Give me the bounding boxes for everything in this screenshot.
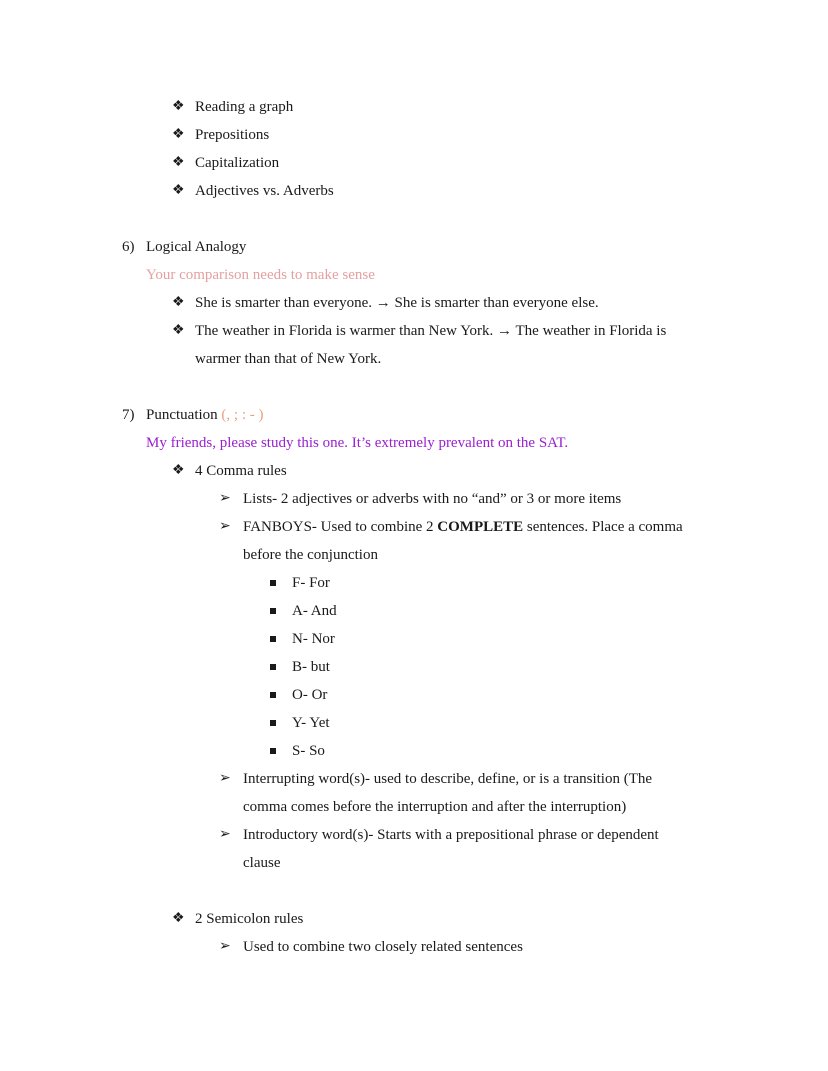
bullet-adjectives-adverbs: Adjectives vs. Adverbs xyxy=(195,183,334,199)
fanboys-item: F- For xyxy=(292,575,330,591)
section-6-example-2: The weather in Florida is warmer than New York. → The weather in Florida is xyxy=(195,323,667,339)
comma-rule-lists: Lists- 2 adjectives or adverbs with no “and” or 3 or more items xyxy=(243,491,622,507)
fanboys-bold: COMPLETE xyxy=(437,519,524,535)
diamond-bullet-icon: ❖ xyxy=(172,911,185,926)
square-bullet-icon xyxy=(270,720,276,726)
bullet-reading-graph: Reading a graph xyxy=(195,99,294,115)
arrow-bullet-icon: ➢ xyxy=(219,491,231,506)
fanboys-pre: FANBOYS- Used to combine 2 xyxy=(243,519,438,535)
section-7-number: 7) xyxy=(122,407,135,423)
section-7-note: My friends, please study this one. It’s extremely prevalent on the SAT. xyxy=(146,435,569,451)
section-6-note: Your comparison needs to make sense xyxy=(146,267,375,283)
semicolon-rules-heading: 2 Semicolon rules xyxy=(195,911,304,927)
fanboys-item: N- Nor xyxy=(292,631,335,647)
square-bullet-icon xyxy=(270,664,276,670)
diamond-bullet-icon: ❖ xyxy=(172,183,185,198)
section-6-title: Logical Analogy xyxy=(146,239,247,255)
section-7-title: Punctuation xyxy=(146,407,218,423)
comma-rule-interrupting: Interrupting word(s)- used to describe, define, or is a transition (The xyxy=(243,771,653,787)
section-7-symbols: (, ; : - ) xyxy=(221,407,264,423)
section-6-example-1: She is smarter than everyone. → She is smarter than everyone else. xyxy=(195,295,599,311)
comma-rule-fanboys-cont: before the conjunction xyxy=(243,547,378,563)
section-6-number: 6) xyxy=(122,239,135,255)
diamond-bullet-icon: ❖ xyxy=(172,295,185,310)
arrow-bullet-icon: ➢ xyxy=(219,519,231,534)
square-bullet-icon xyxy=(270,580,276,586)
square-bullet-icon xyxy=(270,748,276,754)
fanboys-item: S- So xyxy=(292,743,325,759)
section-7-title-line xyxy=(146,405,264,425)
arrow-bullet-icon: ➢ xyxy=(219,827,231,842)
bullet-prepositions: Prepositions xyxy=(195,127,270,143)
diamond-bullet-icon: ❖ xyxy=(172,323,185,338)
square-bullet-icon xyxy=(270,608,276,614)
fanboys-item: A- And xyxy=(292,603,337,619)
arrow-bullet-icon: ➢ xyxy=(219,939,231,954)
comma-rule-introductory: Introductory word(s)- Starts with a prepositional phrase or dependent xyxy=(243,827,659,843)
comma-rules-heading: 4 Comma rules xyxy=(195,463,287,479)
diamond-bullet-icon: ❖ xyxy=(172,155,185,170)
diamond-bullet-icon: ❖ xyxy=(172,127,185,142)
section-6-example-2-cont: warmer than that of New York. xyxy=(195,351,382,367)
comma-rule-fanboys xyxy=(243,517,683,537)
comma-rule-introductory-cont: clause xyxy=(243,855,281,871)
bullet-capitalization: Capitalization xyxy=(195,155,280,171)
fanboys-item: O- Or xyxy=(292,687,328,703)
comma-rule-interrupting-cont: comma comes before the interruption and after the interruption) xyxy=(243,799,627,815)
diamond-bullet-icon: ❖ xyxy=(172,463,185,478)
arrow-bullet-icon: ➢ xyxy=(219,771,231,786)
square-bullet-icon xyxy=(270,636,276,642)
diamond-bullet-icon: ❖ xyxy=(172,99,185,114)
square-bullet-icon xyxy=(270,692,276,698)
fanboys-item: Y- Yet xyxy=(292,715,330,731)
fanboys-post: sentences. Place a comma xyxy=(523,519,683,535)
semicolon-rule-1: Used to combine two closely related sentences xyxy=(243,939,523,955)
fanboys-item: B- but xyxy=(292,659,330,675)
